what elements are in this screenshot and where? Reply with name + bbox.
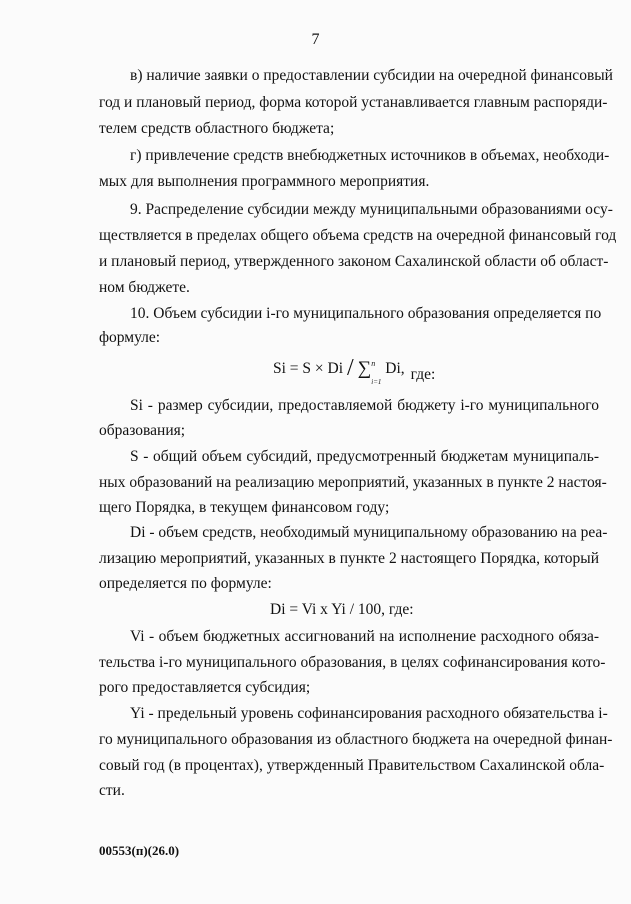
text-line: рого предоставляется субсидия;: [99, 679, 311, 696]
text-line: год и плановый период, форма которой устанавливается главным распоряди-: [99, 94, 608, 111]
text-line: го муниципального образования из областного бюджета на очередной финан-: [99, 731, 613, 748]
subsidy-formula: [273, 355, 436, 387]
text-line: Di - объем средств, необходимый муниципальному образованию на реа-: [130, 524, 608, 541]
text-line: сти.: [99, 782, 125, 799]
text-line: и плановый период, утвержденного законом Сахалинской области об област-: [99, 253, 609, 270]
text-line: телем средств областного бюджета;: [99, 120, 335, 137]
text-line: мых для выполнения программного мероприятия.: [99, 173, 430, 190]
text-line: Si - размер субсидии, предоставляемой бюджету i-го муниципального: [130, 397, 599, 414]
text-line: формуле:: [99, 329, 161, 346]
text-line: определяется по формуле:: [99, 575, 272, 592]
text-line: S - общий объем субсидий, предусмотренный бюджетам муниципаль-: [130, 448, 599, 465]
formula-suffix: где:: [410, 366, 436, 383]
page-number: 7: [311, 31, 320, 48]
text-line: г) привлечение средств внебюджетных источников в объемах, необходи-: [130, 147, 610, 164]
text-line: 10. Объем субсидии i-го муниципального образования определяется по: [130, 305, 602, 322]
text-line: образования;: [99, 422, 186, 439]
text-line: 9. Распределение субсидии между муниципальными образованиями осу-: [130, 201, 613, 218]
text-line: лизацию мероприятий, указанных в пункте 2 настоящего Порядка, который: [99, 550, 599, 567]
text-line: тельства i-го муниципального образования, в целях софинансирования кото-: [99, 654, 606, 671]
sum-symbol: ∑: [357, 358, 372, 379]
text-line: ных образований на реализацию мероприятий, указанных в пункте 2 настоя-: [99, 474, 607, 491]
di-formula: Di = Vi x Yi / 100, где:: [270, 601, 414, 618]
text-line: щего Порядка, в текущем финансовом году;: [99, 499, 390, 516]
formula-term: Di,: [385, 360, 405, 377]
text-line: Vi - объем бюджетных ассигнований на исполнение расходного обяза-: [130, 628, 599, 645]
sum-lower-limit: i=1: [371, 378, 382, 387]
text-line: ном бюджете.: [99, 279, 190, 296]
text-line: в) наличие заявки о предоставлении субсидии на очередной финансовый: [130, 67, 613, 84]
text-line: совый год (в процентах), утвержденный Правительством Сахалинской обла-: [99, 757, 605, 774]
sum-upper-limit: n: [371, 359, 376, 369]
sum-limits: [371, 359, 383, 387]
division-slash: /: [347, 355, 354, 381]
text-line: ществляется в пределах общего объема средств на очередной финансовый год: [99, 227, 617, 244]
document-code: 00553(п)(26.0): [99, 843, 180, 858]
text-line: Yi - предельный уровень софинансирования расходного обязательства i-: [130, 705, 608, 722]
formula-lhs: Si = S × Di: [273, 360, 344, 377]
